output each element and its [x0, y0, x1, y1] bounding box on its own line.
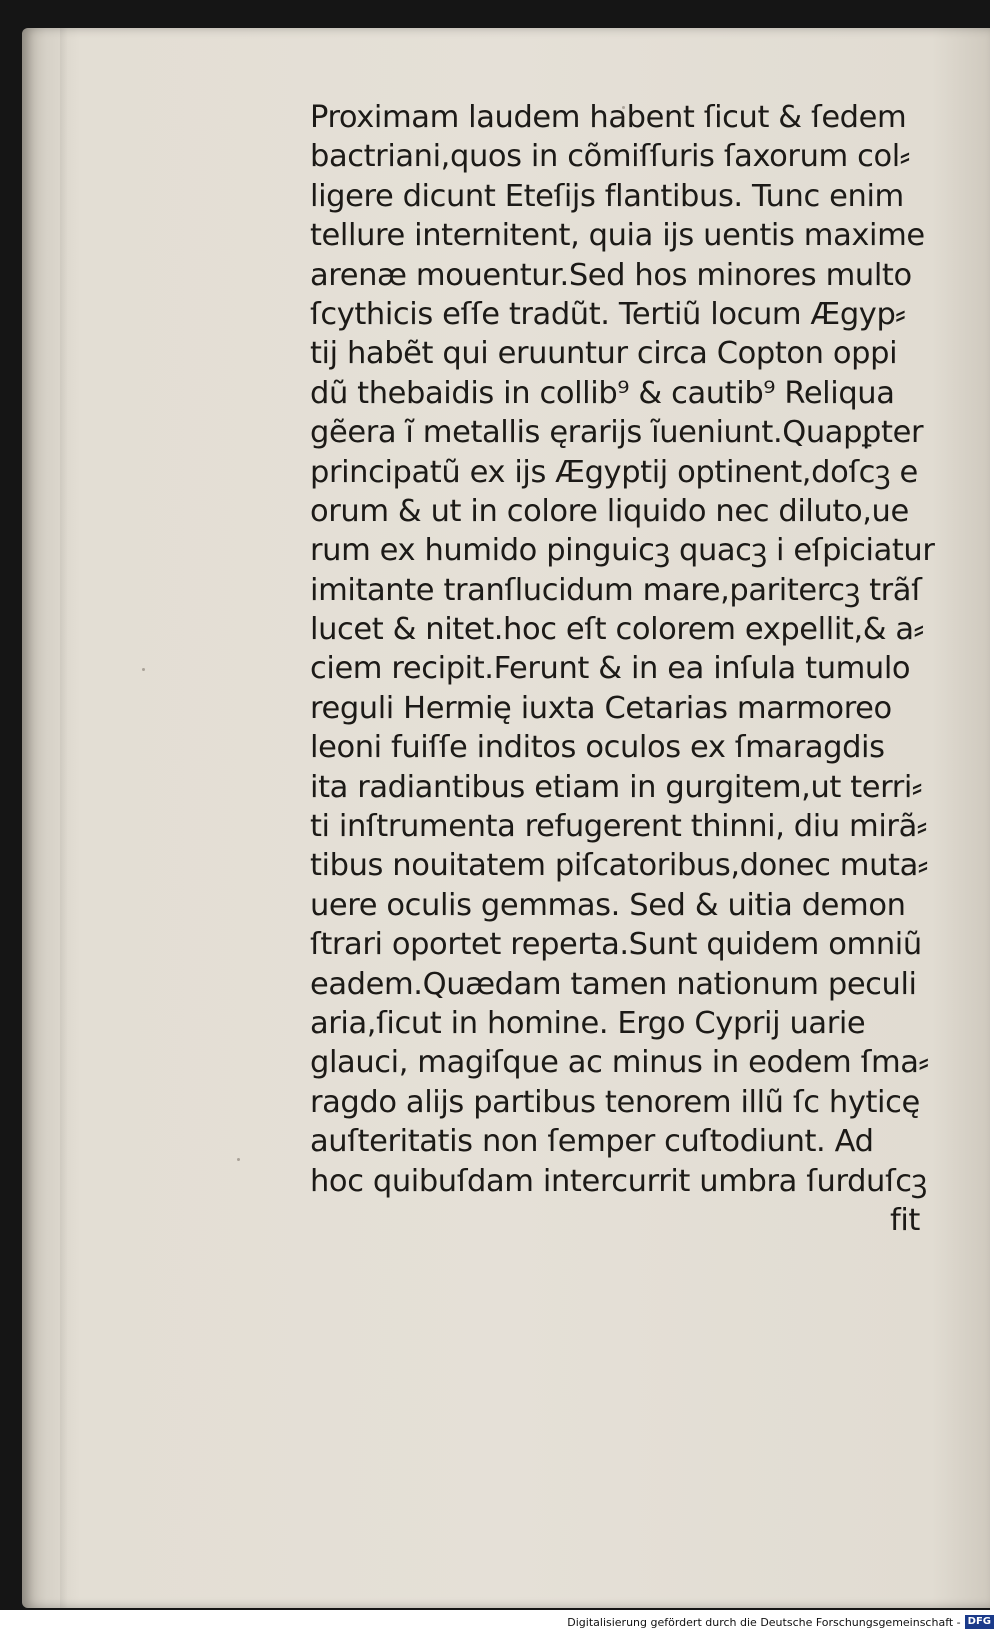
text-line: ita radiantibus etiam in gurgitem,ut terri⸗ [310, 769, 922, 805]
text-line: hoc quibuſdam intercurrit umbra ſurduſcꝫ [310, 1163, 927, 1199]
text-line: gẽera ĩ metallis ęrarijs ĩueniunt.Quapꝑter [310, 415, 924, 451]
catchword: fit [890, 1202, 920, 1238]
text-line: bactriani,quos in cõmiſſuris ſaxorum col⸗ [310, 139, 910, 175]
page-text-block [310, 98, 970, 1240]
digitization-credit [567, 1615, 994, 1629]
paper-speck [142, 668, 145, 671]
text-line: imitante tranſlucidum mare,paritercꝫ trãſ [310, 572, 922, 608]
text-line: glauci, magiſque ac minus in eodem ſma⸗ [310, 1045, 929, 1081]
page-gutter-shadow [60, 28, 68, 1608]
text-line: aria,ſicut in homine. Ergo Cyprij uarie [310, 1005, 866, 1041]
text-line: ciem recipit.Ferunt & in ea inſula tumulo [310, 651, 911, 687]
text-line: tij habẽt qui eruuntur circa Copton oppi [310, 336, 898, 372]
paper-speck [237, 1158, 240, 1161]
text-line: auſteritatis non ſemper cuſtodiunt. Ad [310, 1124, 874, 1160]
text-line: uere oculis gemmas. Sed & uitia demon [310, 887, 906, 923]
text-line: Proximam laudem habent ſicut & ſedem [310, 100, 907, 135]
text-line: ragdo alijs partibus tenorem illũ ſc hyticę [310, 1084, 920, 1120]
text-line: reguli Hermię iuxta Cetarias marmoreo [310, 690, 892, 726]
dfg-logo: DFG [965, 1615, 994, 1629]
credit-text: Digitalisierung gefördert durch die Deutsche Forschungsgemeinschaft - [567, 1615, 961, 1629]
text-line: rum ex humido pinguicꝫ quacꝫ i eſpiciatur [310, 533, 935, 569]
text-line: dũ thebaidis in collib⁹ & cautib⁹ Reliqua [310, 375, 895, 411]
text-line: ſcythicis eſſe tradũt. Tertiũ locum Ægyp⸗ [310, 296, 906, 332]
text-line: eadem.Quædam tamen nationum peculi [310, 966, 917, 1002]
text-line: ti inſtrumenta refugerent thinni, diu mirã⸗ [310, 809, 927, 845]
text-line: tellure internitent, quia ijs uentis maxime [310, 218, 925, 254]
text-line: arenæ mouentur.Sed hos minores multo [310, 257, 912, 293]
text-line: ligere dicunt Eteſijs flantibus. Tunc enim [310, 178, 904, 214]
text-line: orum & ut in colore liquido nec diluto,ue [310, 493, 909, 529]
text-line: lucet & nitet.hoc eſt colorem expellit,& a⸗ [310, 612, 924, 648]
text-line: tibus nouitatem piſcatoribus,donec muta⸗ [310, 848, 928, 884]
text-line: leoni fuiſſe inditos oculos ex ſmaragdis [310, 730, 885, 766]
text-line: principatũ ex ijs Ægyptij optinent,doſcꝫ e [310, 454, 918, 490]
text-line: ſtrari oportet reperta.Sunt quidem omniũ [310, 927, 922, 963]
